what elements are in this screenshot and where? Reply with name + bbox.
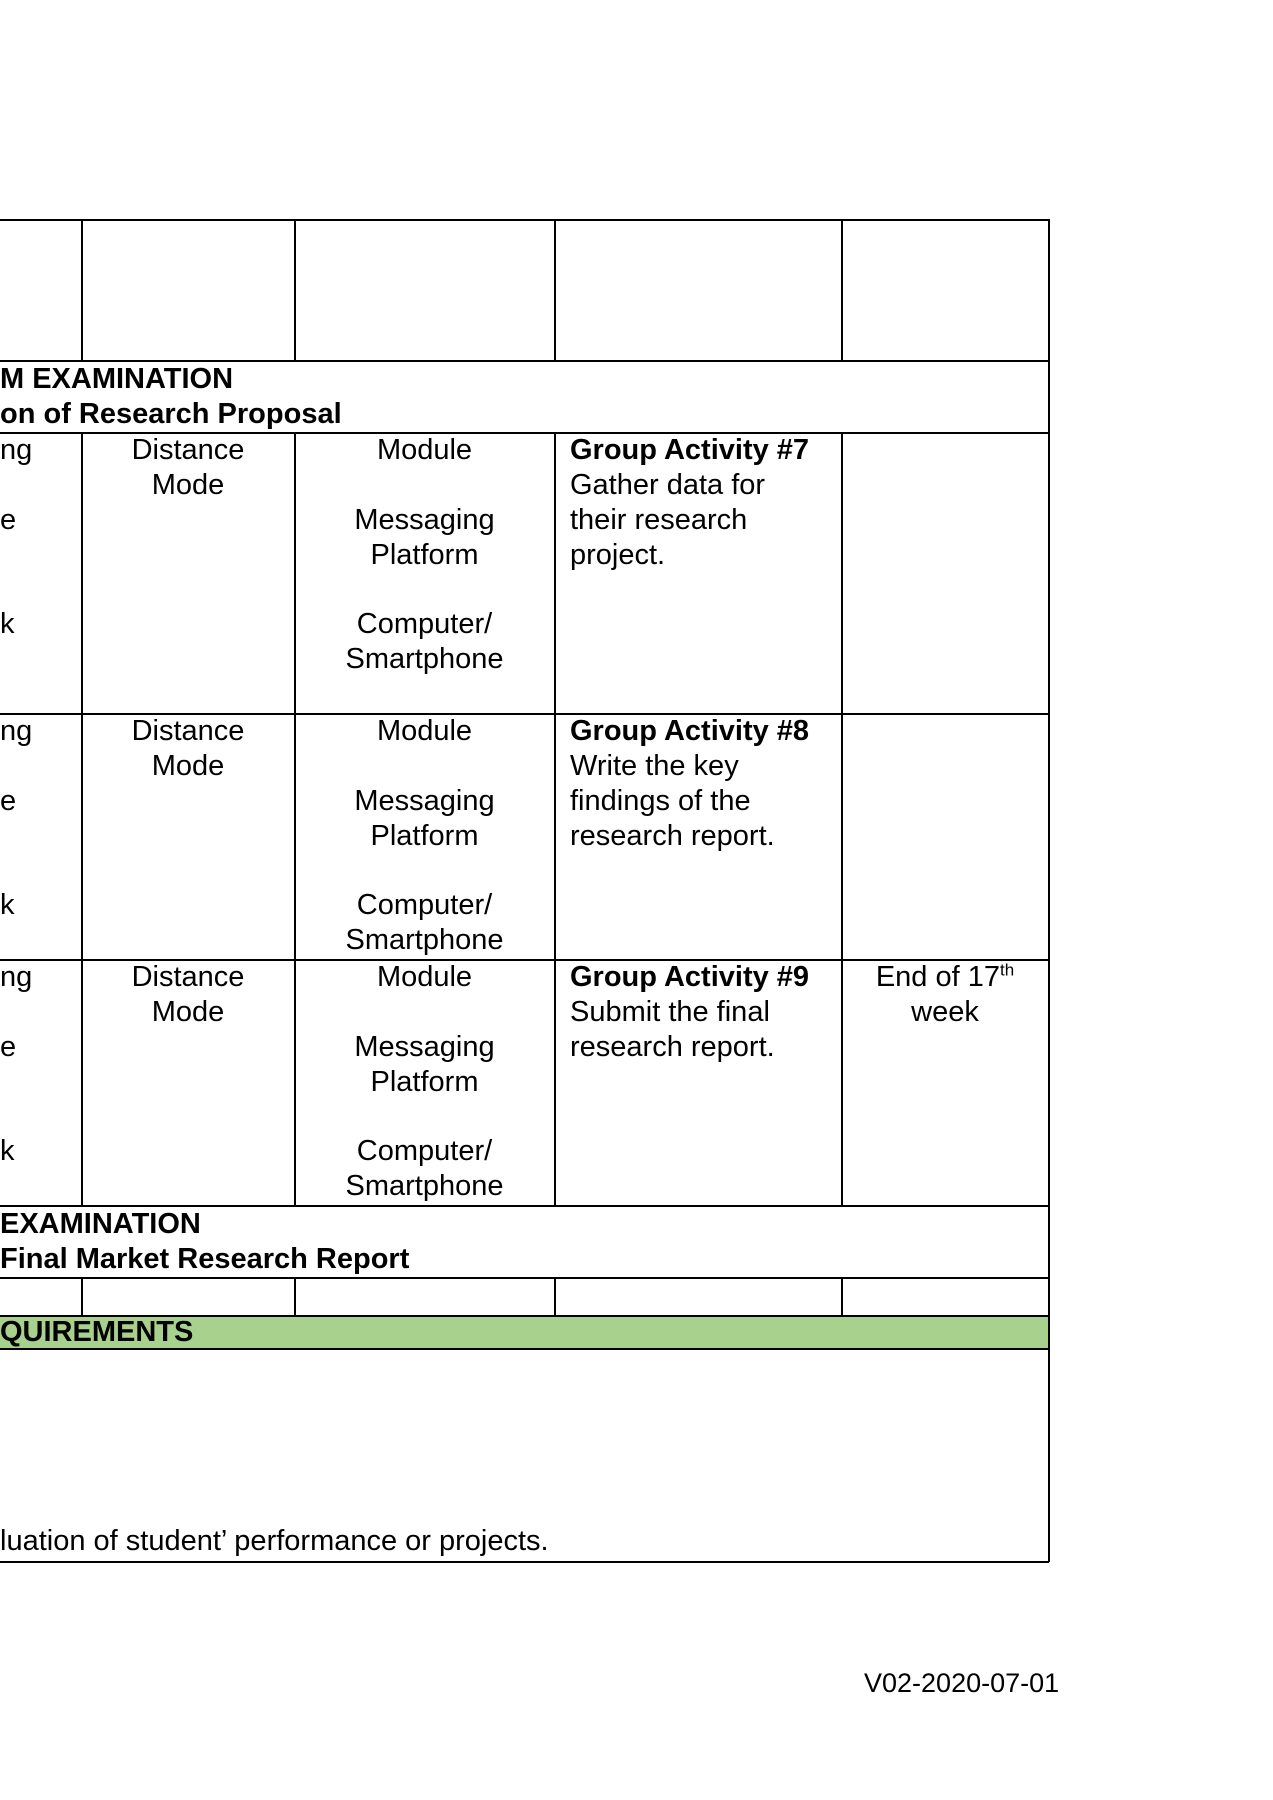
table-rule [841, 219, 843, 361]
activity-desc: Gather data for [570, 469, 766, 501]
resource-item: Smartphone [345, 924, 504, 956]
resource-item: Platform [370, 539, 479, 571]
mode-cell: Distance [131, 961, 245, 993]
midterm-subheading: on of Research Proposal [0, 398, 342, 430]
resource-item: Messaging [354, 785, 495, 817]
resource-item: Smartphone [345, 1170, 504, 1202]
requirements-heading: QUIREMENTS [0, 1316, 194, 1348]
deadline-prefix: End of 17 [875, 961, 1000, 993]
activity-title: Group Activity #7 [570, 434, 810, 466]
resource-item: Messaging [354, 1031, 495, 1063]
table-rule [841, 1277, 843, 1316]
mode-cell: Mode [151, 469, 225, 501]
row-cell-col0: k [0, 1135, 15, 1167]
row-cell-col0: k [0, 889, 15, 921]
table-rule [294, 219, 296, 361]
resource-item: Computer/ [356, 608, 493, 640]
activity-title: Group Activity #8 [570, 715, 810, 747]
final-heading: EXAMINATION [0, 1208, 201, 1240]
mode-cell: Distance [131, 434, 245, 466]
table-rule [554, 432, 556, 1206]
resource-item: Computer/ [356, 1135, 493, 1167]
activity-desc: project. [570, 539, 666, 571]
resource-item: Smartphone [345, 643, 504, 675]
table-rule [81, 1277, 83, 1316]
row-cell-col0: e [0, 504, 17, 536]
resource-item: Module [376, 434, 473, 466]
table-rule [554, 1277, 556, 1316]
activity-desc: Submit the final [570, 996, 770, 1028]
resource-item: Computer/ [356, 889, 493, 921]
table-rule [81, 219, 83, 361]
activity-desc: findings of the [570, 785, 751, 817]
table-rule [1048, 219, 1050, 1562]
table-rule [0, 1277, 1049, 1279]
table-rule [0, 219, 1049, 221]
resource-item: Messaging [354, 504, 495, 536]
mode-cell: Mode [151, 996, 225, 1028]
deadline-suffix: th [999, 960, 1015, 980]
resource-item: Module [376, 961, 473, 993]
mode-cell: Distance [131, 715, 245, 747]
row-cell-col0: ng [0, 961, 33, 993]
row-cell-col0: e [0, 785, 17, 817]
midterm-heading: M EXAMINATION [0, 363, 234, 395]
mode-cell: Mode [151, 750, 225, 782]
activity-desc: research report. [570, 820, 775, 852]
deadline-cell [842, 960, 1048, 995]
deadline-cell-line2: week [911, 996, 979, 1028]
requirements-text: luation of student’ performance or projects. [0, 1525, 549, 1557]
table-rule [0, 1561, 1049, 1563]
row-cell-col0: ng [0, 434, 33, 466]
resource-item: Module [376, 715, 473, 747]
resource-item: Platform [370, 820, 479, 852]
activity-desc: their research [570, 504, 748, 536]
activity-title: Group Activity #9 [570, 961, 810, 993]
final-subheading: Final Market Research Report [0, 1243, 410, 1275]
resource-item: Platform [370, 1066, 479, 1098]
row-cell-col0: k [0, 608, 15, 640]
table-rule [841, 432, 843, 1206]
activity-desc: research report. [570, 1031, 775, 1063]
table-rule [81, 432, 83, 1206]
activity-desc: Write the key [570, 750, 739, 782]
document-version: V02-2020-07-01 [864, 1668, 1060, 1698]
row-cell-col0: e [0, 1031, 17, 1063]
row-cell-col0: ng [0, 715, 33, 747]
table-rule [554, 219, 556, 361]
table-rule [294, 1277, 296, 1316]
